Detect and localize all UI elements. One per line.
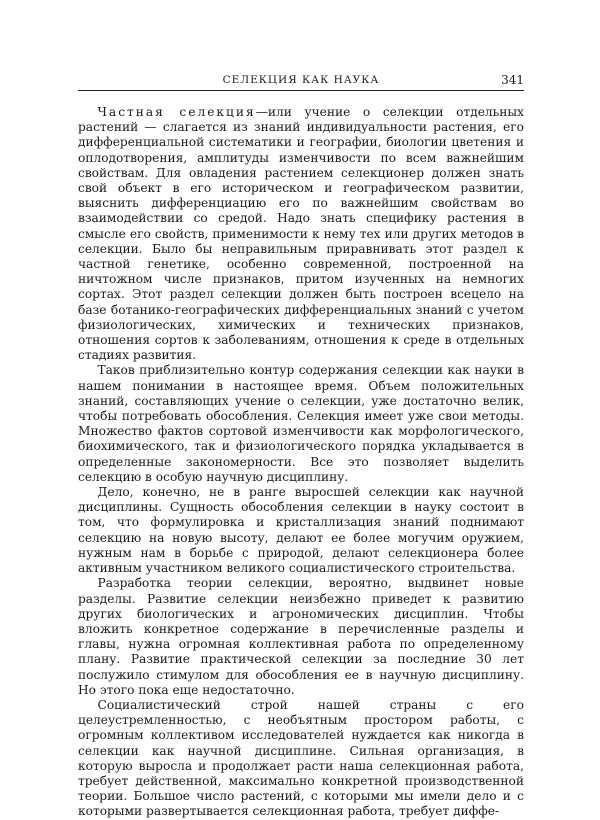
paragraph-3: Дело, конечно, не в ранге выросшей селекции как научной дисциплины. Сущность обособления селекции в науку состоит в том, что формулировка и кристаллизация знаний поднимают селекцию на новую высоту, делают ее более могучим оружием, нужным нам в борьбе с природой, делают селекционера более активным участником великого социалистического строительства. — [78, 485, 524, 576]
page-number: 341 — [501, 73, 524, 87]
paragraph-1-lead: Частная селекция — [97, 105, 256, 119]
paragraph-4: Разработка теории селекции, вероятно, выдвинет новые разделы. Развитие селекции неизбежно приведет к развитию других биологических и агрономических дисциплин. Чтобы вложить конкретное содержание в перечисленные разделы и главы, нужна огромная коллективная работа по определенному плану. Развитие практической селекции за последние 30 лет послужило стимулом для обособления ее в научную дисциплину. Но этого пока еще недостаточно. — [78, 576, 524, 697]
paragraph-1-rest: —или учение о селекции отдельных растений — слагается из знаний индивидуальности растения, его дифференциальной систематики и географии, биологии цветения и оплодотворения, амплитуды изменчивости по всем важнейшим свойствам. Для овладения растением селекционер должен знать свой объект в его историческом и географическом развитии, выяснить дифференциацию его по важнейшим свойствам во взаимодействии со средой. Надо знать специфику растения в смысле его свойств, применимости к нему тех или других методов в селекции. Было бы неправильным приравнивать этот раздел к частной генетике, особенно современной, построенной на ничтожном числе признаков, притом изученных на немногих сортах. Этот раздел селекции должен быть построен всецело на базе ботанико-географических дифференциальных знаний с учетом физиологических, химических и технических признаков, отношения сортов к заболеваниям, отношения к среде в отдельных стадиях развития. — [78, 105, 524, 363]
body-text — [78, 105, 524, 820]
paragraph-1 — [78, 105, 524, 363]
document-page — [78, 72, 524, 820]
paragraph-2: Таков приблизительно контур содержания селекции как науки в нашем понимании в настоящее время. Объем положительных знаний, составляющих учение о селекции, уже достаточно велик, чтобы потребовать обособления. Селекция имеет уже свои методы. Множество фактов сортовой изменчивости как морфологического, биохимического, так и физиологического порядка укладывается в определенные закономерности. Все это позволяет выделить селекцию в особую научную дисциплину. — [78, 363, 524, 484]
running-header — [78, 72, 524, 91]
paragraph-5: Социалистический строй нашей страны с его целеустремленностью, с необъятным простором работы, с огромным коллективом исследователей нуждается как никогда в селекции как научной дисциплине. Сильная организация, в которую выросла и продолжает расти наша селекционная работа, требует действенной, максимально конкретной производственной теории. Большое число растений, с которыми мы имели дело и с которыми развертывается селекционная работа, требует диффе- — [78, 697, 524, 819]
running-title: СЕЛЕКЦИЯ КАК НАУКА — [222, 74, 380, 86]
